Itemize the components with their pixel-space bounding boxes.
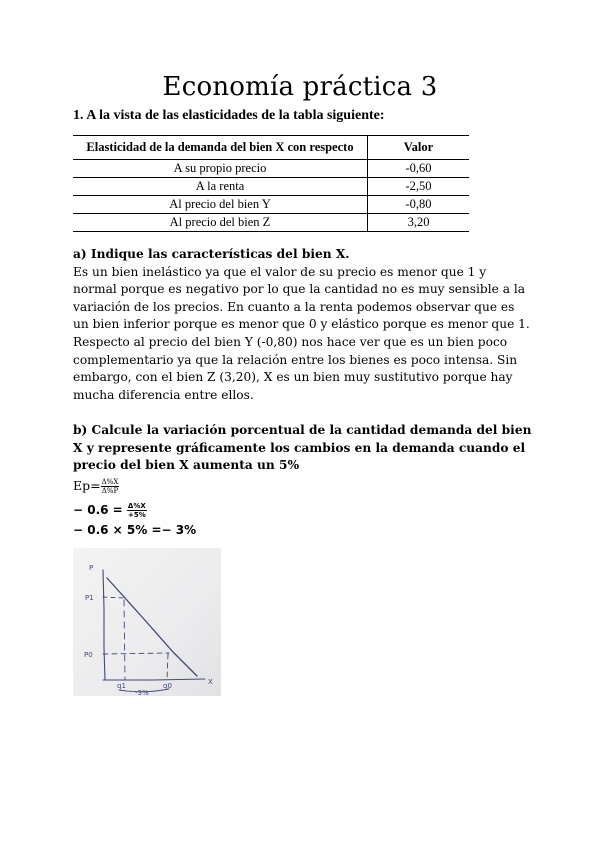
table-row — [73, 178, 469, 196]
section-b — [73, 422, 533, 475]
formula-result: − 0.6 × 5% =− 3% — [73, 523, 197, 537]
table-cell-label: A su propio precio — [73, 160, 368, 178]
table-row — [73, 160, 469, 178]
p1-label: P1 — [85, 594, 94, 602]
p0-label: P0 — [84, 651, 93, 659]
formula-line2-fraction — [127, 502, 147, 519]
question-1: 1. A la vista de las elasticidades de la tabla siguiente: — [73, 108, 385, 123]
table-cell-value: -0,60 — [368, 160, 470, 178]
p-axis-label: P — [89, 564, 94, 572]
fraction-denominator: +5% — [127, 511, 146, 519]
section-a — [73, 246, 533, 404]
column-header-elasticity: Elasticidad de la demanda del bien X con respecto — [73, 136, 368, 160]
table-header-row — [73, 136, 469, 160]
x-axis-label: X — [208, 678, 213, 686]
fraction-numerator: Δ%X — [127, 502, 146, 510]
formula-ep-label: Ep= — [73, 478, 101, 493]
column-header-value: Valor — [368, 136, 470, 160]
formula-line2-left: − 0.6 = — [73, 503, 123, 517]
table-row — [73, 214, 469, 232]
table-cell-value: -0,80 — [368, 196, 470, 214]
table-cell-label: Al precio del bien Z — [73, 214, 368, 232]
q0-label: q0 — [163, 682, 172, 690]
q1-label: q1 — [117, 682, 126, 690]
fraction-numerator: Δ%X — [101, 478, 119, 486]
table-cell-label: Al precio del bien Y — [73, 196, 368, 214]
table-cell-value: 3,20 — [368, 214, 470, 232]
elasticity-formula — [73, 478, 119, 495]
section-a-heading: a) Indique las características del bien X. — [73, 247, 350, 261]
delta-label: -3% — [135, 689, 149, 696]
table-cell-value: -2,50 — [368, 178, 470, 196]
table-row — [73, 196, 469, 214]
demand-sketch-photo — [73, 548, 221, 696]
elasticity-table — [73, 135, 469, 232]
table-cell-label: A la renta — [73, 178, 368, 196]
section-b-heading: b) Calcule la variación porcentual de la cantidad demanda del bien X y represente gráficamente los cambios en la demanda cuando el precio del bien X aumenta un 5% — [73, 423, 532, 473]
section-a-body: Es un bien inelástico ya que el valor de su precio es menor que 1 y normal porque es negativo por lo que la cantidad no es muy sensible a la variación de los precios. En cuanto a la renta podemos observar que es un bien inferior porque es menor que 0 y elástico porque es menor que 1. Respecto al precio del bien Y (-0,80) nos hace ver que es un bien poco complementario ya que la relación entre los bienes es poco intensa. Sin embargo, con el bien Z (3,20), X es un bien muy sustitutivo porque hay mucha diferencia entre ellos. — [73, 264, 530, 402]
formula-ep-fraction — [101, 478, 120, 495]
page-title: Economía práctica 3 — [162, 72, 438, 102]
fraction-denominator: Δ%P — [101, 487, 119, 495]
formula-substitution — [73, 502, 147, 519]
